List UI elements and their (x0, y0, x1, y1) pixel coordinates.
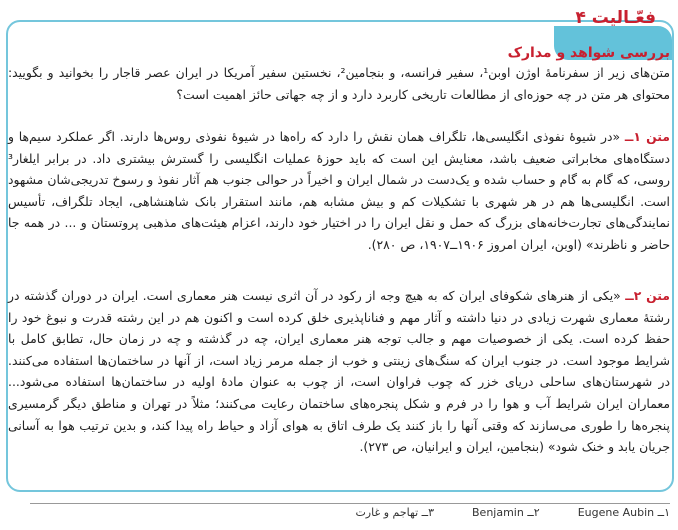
intro-paragraph: متن‌های زیر از سفرنامۀ اوژن اوبن¹، سفیر فرانسه، و بنجامین²، نخستین سفیر آمریکا در ایران عصر قاجار را بخوانید و بگویید: محتوای هر متن در چه حوزه‌ای از مطالعات تاریخی کاربرد دارد و از چه جهاتی حائز اهمیت است؟ (8, 65, 670, 102)
footnotes (8, 506, 670, 519)
text-2-body: «یکی از هنرهای شکوفای ایران که به هیچ وجه از رکود در آن اثری نیست هنر معماری است. ایران در دوران گذشته در رشتۀ معماری شهرت زیادی در دنیا داشته و آثار مهم و فناناپذیری خلق کرده است و اکنون هم در این رشته قدرت و نبوغ خود را حفظ کرده است. یکی از خصوصیات مهم و جالب توجه هنر معماری ایران، چه در گذشته و چه در زمان حال، تطابق کامل با شرایط موجود است. در جنوب ایران که سنگ‌های زینتی و خوب از جمله مرمر زیاد است، از آنها در ساختمان‌ها استفاده می‌کنند. در شهرستان‌های ساحلی دریای خزر که چوب فراوان است، از چوب به عنوان مادۀ اولیه در ساختمان‌ها استفاده می‌شود... معماران ایران شرایط آب و هوا را در فرم و شکل پنجره‌های ساختمان رعایت می‌کنند؛ مثلاً در تهران و مناطق دیگر گرمسیری پنجره‌ها را طوری می‌سازند که وقتی آنها را باز کنند یک طرف اتاق به هوای آزاد و حیاط راه پیدا کند، و بدین ترتیب هوا به آسانی جریان یابد و خنک شود» (بنجامین، ایران و ایرانیان، ص ۲۷۳). (8, 288, 670, 455)
text-2-paragraph (8, 285, 670, 458)
footnote-3: ۳ــ تهاجم و غارت (355, 506, 434, 519)
footnote-2: ۲ــ Benjamin (472, 506, 540, 519)
section-heading: بررسی شواهد و مدارک (507, 45, 670, 61)
activity-title: فعّـالیت ۴ (575, 8, 656, 28)
footnote-divider (30, 503, 670, 504)
footnote-1: ۱ــ Eugene Aubin (577, 506, 670, 519)
text-1-body: «در شیوۀ نفوذی انگلیسی‌ها، تلگراف همان نقش را دارد که راه‌ها در شیوۀ نفوذی روس‌ها دارند. اگر عملکرد سیم‌ها و دستگاه‌های مخابراتی ضعیف باشد، معنایش این است که باید حوزۀ عملیات انگلیسی را گسترش بیشتری داد. در برابر ایلغار³ روسی، که گام به گام و حساب شده و یک‌دست در شمال ایران و اخیراً در حوالی جنوب هم آثار نفوذ و رسوخ تدریجی‌شان مشهود است. انگلیسی‌ها هم در هر شهری با تشکیلات کم و بیش مشابه هم، مانند استقرار بانک شاهنشاهی، ایجاد تلگراف، تأسیس نمایندگی‌های تجارت‌خانه‌های بزرگ که حمل و نقل ایران را در اختیار خود دارند، اعزام هیئت‌های مذهبی پروتستان و ... در همه جا حاضر و ناظرند» (اوبن، ایران امروز ۱۹۰۶ــ۱۹۰۷، ص ۲۸۰). (8, 129, 670, 252)
text-1-paragraph (8, 126, 670, 256)
text-2-label: متن ۲ــ (625, 288, 670, 303)
text-1-label: متن ۱ــ (624, 129, 670, 144)
